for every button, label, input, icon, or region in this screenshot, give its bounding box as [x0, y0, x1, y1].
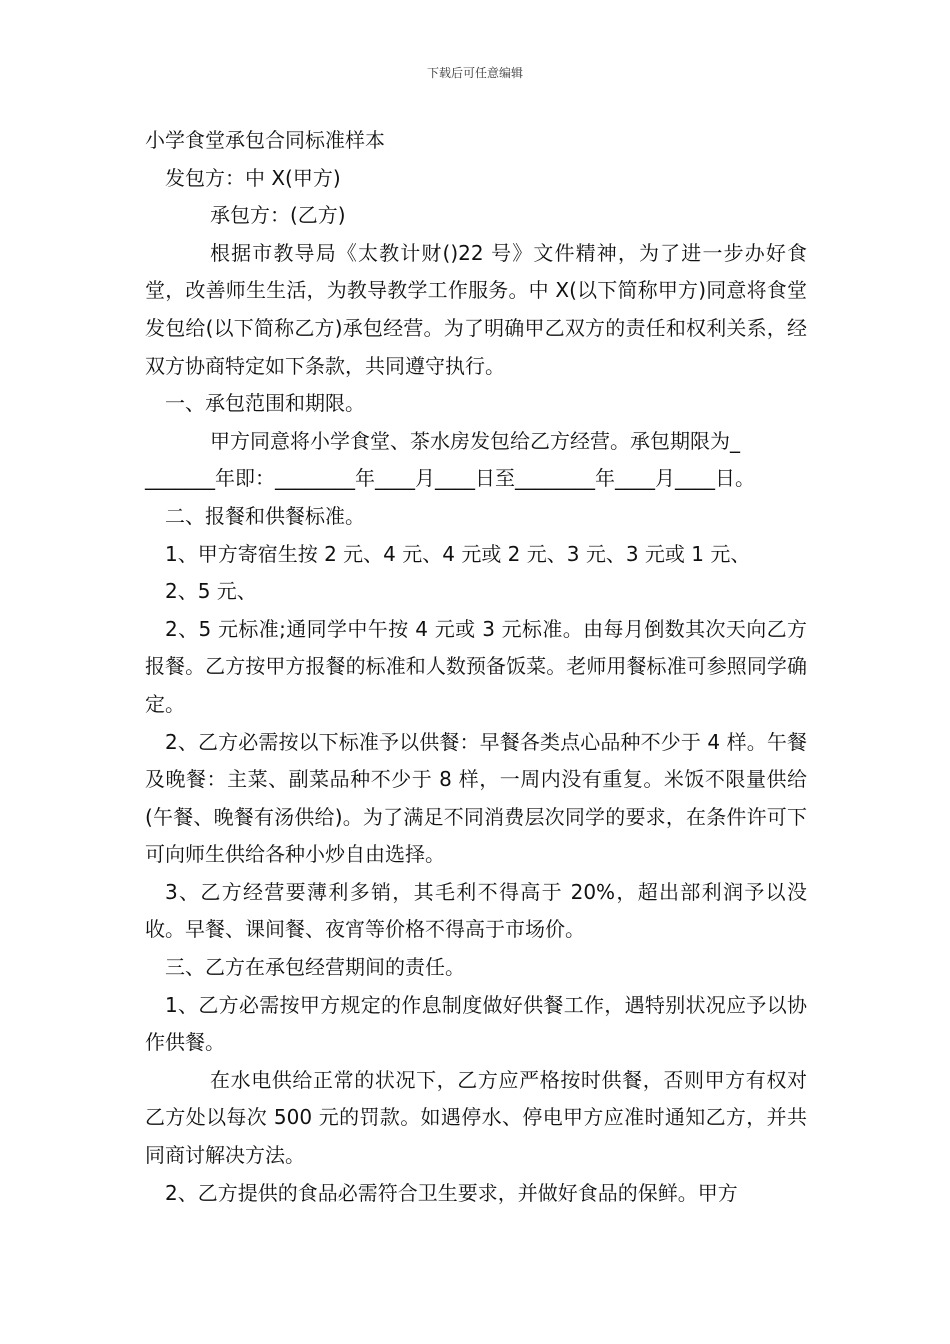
section-1-body-line-2: _______年即：________年____月____日至________年____月____日。 [145, 466, 755, 491]
section-1-body-line-1: 甲方同意将小学食堂、茶水房发包给乙方经营。承包期限为_ [210, 428, 740, 453]
party-a-line: 发包方：中 X(甲方) [165, 165, 341, 190]
intro-paragraph: 根据市教导局《太教计财()22 号》文件精神，为了进一步办好食堂，改善师生生活，为教导教学工作服务。中 X(以下简称甲方)同意将食堂发包给(以下简称乙方)承包经营。为了明确甲乙双方的责任和权利关系，经双方协商特定如下条款，共同遵守执行。 [145, 240, 807, 378]
section-3-title: 三、乙方在承包经营期间的责任。 [165, 955, 465, 980]
section-2-item-2: 2、乙方必需按以下标准予以供餐：早餐各类点心品种不少于 4 样。午餐及晚餐：主菜、副菜品种不少于 8 样，一周内没有重复。米饭不限量供给(午餐、晚餐有汤供给)。为了满足不同消费层次同学的要求，在条件许可下可向师生供给各种小炒自由选择。 [145, 729, 807, 867]
party-b-line: 承包方：(乙方) [210, 203, 346, 228]
document-title: 小学食堂承包合同标准样本 [145, 128, 385, 152]
section-3-item-1: 1、乙方必需按甲方规定的作息制度做好供餐工作，遇特别状况应予以协作供餐。 [145, 992, 807, 1055]
section-2-item-1b: 2、5 元、 [165, 579, 257, 604]
section-3-item-1b: 在水电供给正常的状况下，乙方应严格按时供餐，否则甲方有权对乙方处以每次 500 元的罚款。如遇停水、停电甲方应准时通知乙方，并共同商讨解决方法。 [145, 1067, 807, 1168]
section-2-item-1: 1、甲方寄宿生按 2 元、4 元、4 元或 2 元、3 元、3 元或 1 元、 [165, 541, 751, 566]
page-header: 下载后可任意编辑 [426, 66, 523, 80]
section-2-title: 二、报餐和供餐标准。 [165, 503, 365, 528]
section-3-item-2: 2、乙方提供的食品必需符合卫生要求，并做好食品的保鲜。甲方 [165, 1180, 738, 1205]
section-2-item-1c: 2、5 元标准;通同学中午按 4 元或 3 元标准。由每月倒数其次天向乙方报餐。乙方按甲方报餐的标准和人数预备饭菜。老师用餐标准可参照同学确定。 [145, 616, 807, 716]
section-2-item-3: 3、乙方经营要薄利多销，其毛利不得高于 20%，超出部利润予以没收。早餐、课间餐、夜宵等价格不得高于市场价。 [145, 879, 807, 942]
section-1-title: 一、承包范围和期限。 [165, 391, 365, 416]
document-body [145, 122, 807, 1212]
